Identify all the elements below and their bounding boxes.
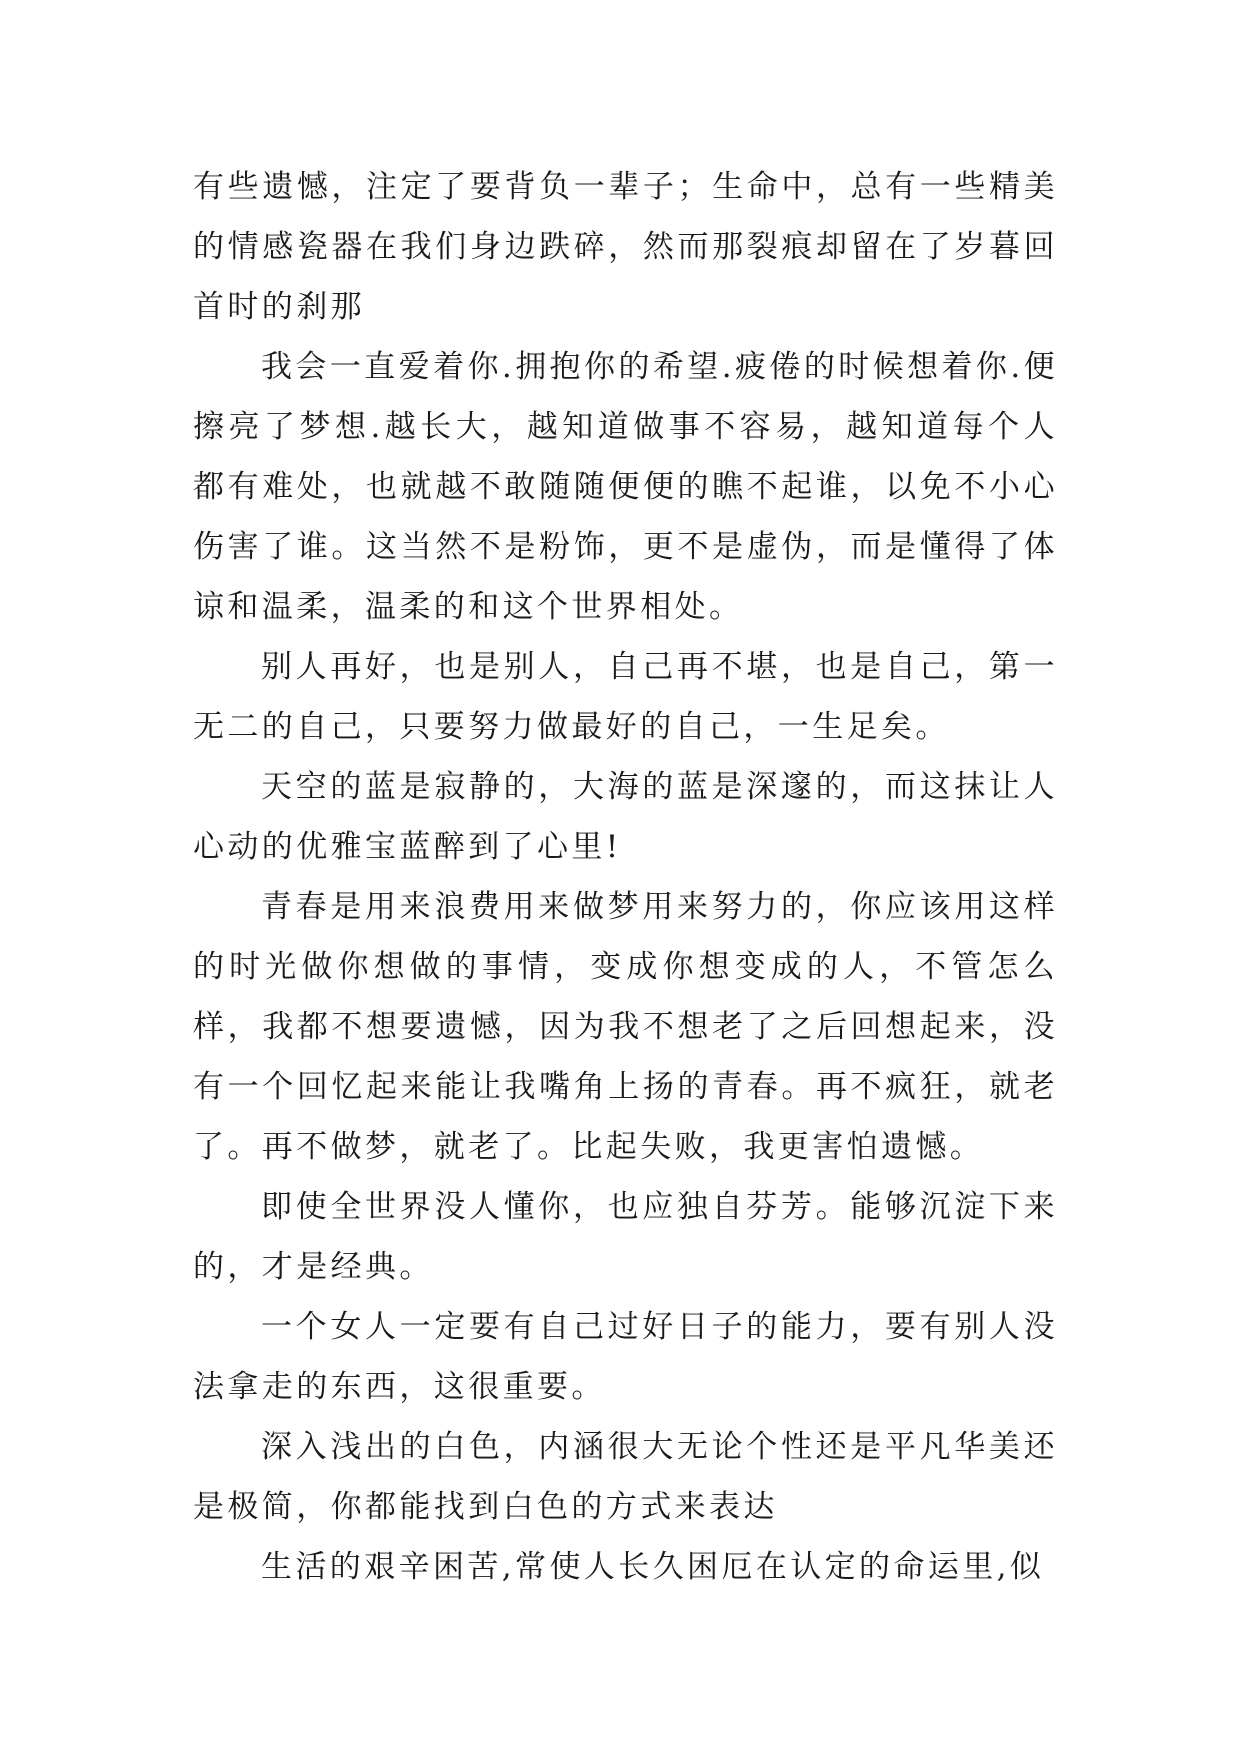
- document-body: [193, 157, 1058, 1597]
- paragraph-2: 我会一直爱着你.拥抱你的希望.疲倦的时候想着你.便擦亮了梦想.越长大，越知道做事不容易，越知道每个人都有难处，也就越不敢随随便便的瞧不起谁，以免不小心伤害了谁。这当然不是粉饰，更不是虚伪，而是懂得了体谅和温柔，温柔的和这个世界相处。: [193, 349, 1058, 625]
- paragraph-6: 即使全世界没人懂你，也应独自芬芳。能够沉淀下来的，才是经典。: [193, 1189, 1058, 1285]
- paragraph-9: 生活的艰辛困苦,常使人长久困厄在认定的命运里,似: [261, 1549, 1045, 1585]
- paragraph-5: 青春是用来浪费用来做梦用来努力的，你应该用这样的时光做你想做的事情，变成你想变成的人，不管怎么样，我都不想要遗憾，因为我不想老了之后回想起来，没有一个回忆起来能让我嘴角上扬的青春。再不疯狂，就老了。再不做梦，就老了。比起失败，我更害怕遗憾。: [193, 889, 1058, 1165]
- paragraph-3: 别人再好，也是别人，自己再不堪，也是自己，第一无二的自己，只要努力做最好的自己，一生足矣。: [193, 649, 1058, 745]
- paragraph-8: 深入浅出的白色，内涵很大无论个性还是平凡华美还是极简，你都能找到白色的方式来表达: [193, 1429, 1058, 1525]
- paragraph-4: 天空的蓝是寂静的，大海的蓝是深邃的，而这抹让人心动的优雅宝蓝醉到了心里!: [193, 769, 1058, 865]
- paragraph-7: 一个女人一定要有自己过好日子的能力，要有别人没法拿走的东西，这很重要。: [193, 1309, 1058, 1405]
- paragraph-1: 有些遗憾，注定了要背负一辈子；生命中，总有一些精美的情感瓷器在我们身边跌碎，然而那裂痕却留在了岁暮回首时的刹那: [193, 169, 1058, 325]
